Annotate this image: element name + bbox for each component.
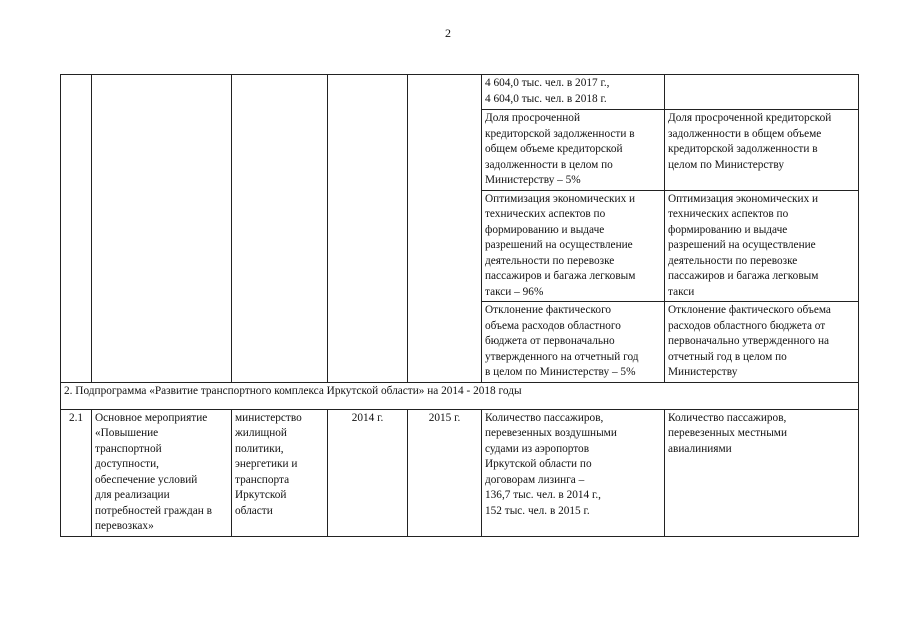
cell-text-line: расходов областного бюджета от [668,319,826,332]
cell-text-line: кредиторской задолженности в [485,127,635,140]
indicator-cell [482,110,665,191]
cell-text-line: Иркутской [235,489,287,501]
indicator-cell [482,75,665,110]
cell-text-line: 4 604,0 тыс. чел. в 2017 г., [485,77,610,89]
cell-text-line: задолженности в общем объеме [668,127,822,140]
executor-cell [232,409,328,536]
cell-text-line: Основное мероприятие [95,411,208,424]
result-cell [665,75,859,110]
indicator-cell [482,409,665,536]
cell-text-line: Количество пассажиров, [485,411,604,424]
result-cell [665,302,859,383]
cell-text-line: обеспечение условий [95,473,198,486]
cell-text-line: отчетный год в целом по [668,350,787,363]
cell-text-line: транспортной [95,442,162,455]
cell-text-line: кредиторской задолженности в [668,143,818,155]
cell-text-line: перевозках» [95,520,154,532]
cell-text-line: Отклонение фактического объема [668,304,831,316]
cell-text-line: технических аспектов по [485,208,606,220]
cell-end-continued [408,75,482,383]
cell-text-line: перевезенных воздушными [485,427,617,439]
cell-text-line: Количество пассажиров, [668,411,787,424]
cell-text-line: в целом по Министерству – 5% [485,366,636,378]
result-cell [665,110,859,191]
section-row [61,382,859,409]
cell-text-line: Министерству [668,366,738,378]
cell-text-line: бюджета от первоначально [485,335,615,347]
measure-cell [92,409,232,536]
cell-text-line: общем объеме кредиторской [485,143,623,155]
cell-text-line: министерство [235,411,302,424]
cell-measure-continued [92,75,232,383]
cell-text-line: перевезенных местными [668,427,787,439]
cell-text-line: Оптимизация экономических и [668,192,819,205]
table-row [61,409,859,536]
cell-text-line: доступности, [95,458,159,470]
end-year-cell: 2015 г. [408,409,482,536]
cell-text-line: Иркутской области по [485,458,592,470]
cell-executor-continued [232,75,328,383]
cell-text-line: разрешений на осуществление [485,239,633,251]
cell-text-line: области [235,504,273,517]
cell-text-line: пассажиров и багажа легковым [485,270,636,282]
cell-text-line: 136,7 тыс. чел. в 2014 г., [485,489,601,501]
cell-text-line: Доля просроченной кредиторской [668,112,832,124]
cell-text-line: энергетики и [235,458,298,470]
cell-text-line: формированию и выдаче [668,223,788,236]
cell-text-line: авиалиниями [668,442,732,455]
cell-text-line: Доля просроченной [485,112,580,124]
cell-text-line: Отклонение фактического [485,304,612,316]
cell-text-line: 4 604,0 тыс. чел. в 2018 г. [485,92,607,105]
start-year-cell: 2014 г. [328,409,408,536]
cell-text-line: политики, [235,442,284,455]
cell-text-line: судами из аэропортов [485,442,590,455]
cell-text-line: жилищной [235,427,287,439]
page-number: 2 [445,26,451,40]
section-heading: 2. Подпрограмма «Развитие транспортного комплекса Иркутской области» на 2014 - 2018 годы [61,382,859,409]
result-cell [665,190,859,302]
indicator-cell [482,190,665,302]
cell-start-continued [328,75,408,383]
table-row [61,75,859,110]
cell-text-line: задолженности в целом по [485,158,613,171]
cell-text-line: Министерству – 5% [485,174,581,186]
plan-table [60,74,859,537]
cell-text-line: такси [668,285,695,298]
cell-text-line: технических аспектов по [668,208,789,220]
cell-text-line: для реализации [95,489,170,501]
cell-text-line: 152 тыс. чел. в 2015 г. [485,504,590,517]
cell-text-line: целом по Министерству [668,158,784,171]
cell-text-line: транспорта [235,473,290,486]
indicator-cell [482,302,665,383]
cell-text-line: деятельности по перевозке [668,254,798,267]
cell-text-line: договорам лизинга – [485,473,585,486]
cell-text-line: деятельности по перевозке [485,254,615,267]
cell-text-line: первоначально утвержденного на [668,335,830,347]
cell-text-line: пассажиров и багажа легковым [668,270,819,282]
cell-text-line: потребностей граждан в [95,504,212,517]
result-cell [665,409,859,536]
cell-text-line: объема расходов областного [485,319,621,332]
cell-text-line: разрешений на осуществление [668,239,816,251]
cell-text-line: такси – 96% [485,285,544,298]
row-number: 2.1 [61,409,92,536]
cell-text-line: Оптимизация экономических и [485,192,636,205]
cell-text-line: утвержденного на отчетный год [485,350,639,363]
cell-text-line: «Повышение [95,427,159,439]
cell-num-continued [61,75,92,383]
cell-text-line: формированию и выдаче [485,223,605,236]
